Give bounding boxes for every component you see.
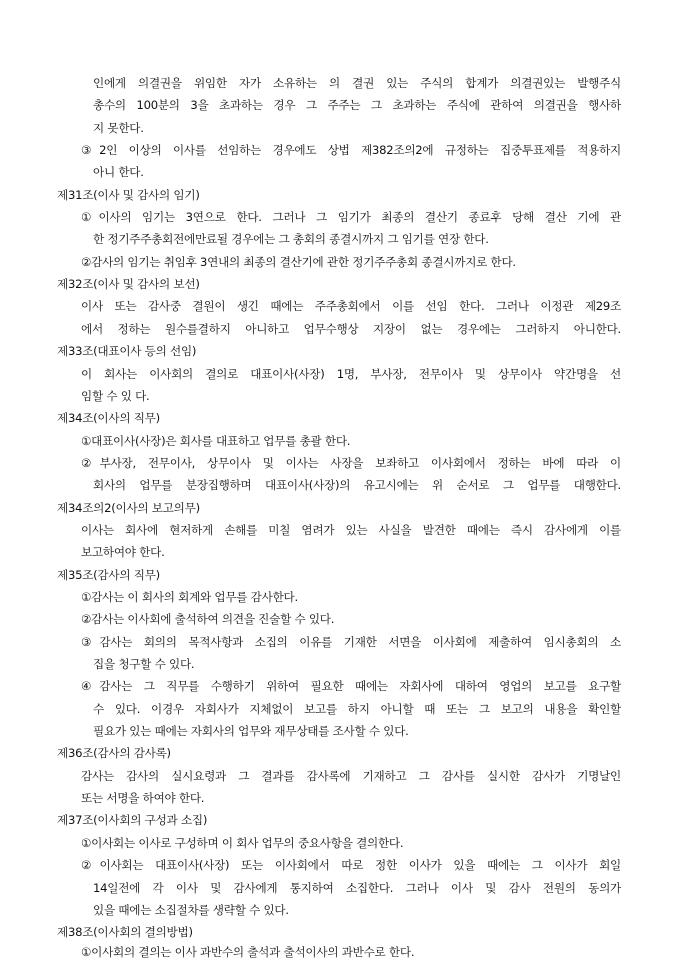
- text-line: 14일전에 각 이사 및 감사에게 통지하여 소집한다. 그러나 이사 및 감사 전원의 동의가: [93, 881, 621, 895]
- text-line: 이 회사는 이사회의 결의로 대표이사(사장) 1명, 부사장, 전무이사 및 상무이사 약간명을 선: [81, 367, 621, 381]
- article-heading: 제37조(이사회의 구성과 소집): [57, 813, 208, 827]
- text-line: ②감사의 임기는 취임후 3연내의 최종의 결산기에 관한 정기주주총회 종결시까지로 한다.: [81, 255, 516, 269]
- text-line: 지 못한다.: [93, 121, 144, 135]
- text-line: ②부사장, 전무이사, 상무이사 및 이사는 사장을 보좌하고 이사회에서 정하는 바에 따라 이: [81, 456, 621, 470]
- text-line: 한 정기주주총회전에만료될 경우에는 그 총회의 종결시까지 그 임기를 연장 한다.: [93, 232, 489, 246]
- article-heading: 제33조(대표이사 등의 선임): [57, 344, 197, 358]
- text-line: 회사의 업무를 분장집행하며 대표이사(사장)의 유고시에는 위 순서로 그 업무를 대행한다.: [93, 478, 621, 492]
- text-line: ②감사는 이사회에 출석하여 의견을 진술할 수 있다.: [81, 612, 335, 626]
- text-line: ①이사회는 이사로 구성하며 이 회사 업무의 중요사항을 결의한다.: [81, 836, 404, 850]
- article-heading: 제32조(이사 및 감사의 보선): [57, 277, 200, 291]
- article-heading: 제38조(이사회의 결의방법): [57, 925, 193, 939]
- text-line: 인에게 의결권을 위임한 자가 소유하는 의 결권 있는 주식의 합계가 의결권있는 발행주식: [93, 76, 621, 90]
- text-line: ①대표이사(사장)은 회사를 대표하고 업무를 총괄 한다.: [81, 434, 351, 448]
- text-line: 또는 서명을 하여야 한다.: [81, 791, 205, 805]
- article-heading: 제36조(감사의 감사록): [57, 746, 171, 760]
- text-line: 보고하여야 한다.: [81, 545, 165, 559]
- text-line: 집을 청구할 수 있다.: [93, 657, 195, 671]
- text-line: ④감사는 그 직무를 수행하기 위하여 필요한 때에는 자회사에 대하여 영업의 보고를 요구할: [81, 679, 621, 693]
- text-line: 수 있다. 이경우 자회사가 지체없이 보고를 하지 아니할 때 또는 그 보고의 내용을 확인할: [93, 702, 621, 716]
- text-line: 임할 수 있 다.: [81, 389, 150, 403]
- text-line: 아니 한다.: [93, 165, 144, 179]
- text-line: ①이사의 임기는 3연으로 한다. 그러나 그 임기가 최종의 결산기 종료후 당해 결산 기에 관: [81, 210, 621, 224]
- text-line: ①이사회의 결의는 이사 과반수의 출석과 출석이사의 과반수로 한다.: [81, 945, 415, 959]
- text-line: ①감사는 이 회사의 회계와 업무를 감사한다.: [81, 590, 298, 604]
- text-line: 감사는 감사의 실시요령과 그 결과를 감사록에 기재하고 그 감사를 실시한 감사가 기명날인: [81, 769, 621, 783]
- article-heading: 제34조(이사의 직무): [57, 411, 160, 425]
- text-line: 필요가 있는 때에는 자회사의 업무와 재무상태를 조사할 수 있다.: [93, 724, 409, 738]
- text-line: 이사 또는 감사중 결원이 생긴 때에는 주주총회에서 이를 선임 한다. 그러나 이정관 제29조: [81, 299, 621, 313]
- text-line: 총수의 100분의 3을 초과하는 경우 그 주주는 그 초과하는 주식에 관하여 의결권을 행사하: [93, 98, 621, 112]
- article-heading: 제35조(감사의 직무): [57, 568, 160, 582]
- article-heading: 제34조의2(이사의 보고의무): [57, 501, 200, 515]
- text-line: ③감사는 회의의 목적사항과 소집의 이유를 기재한 서면을 이사회에 제출하여 임시총회의 소: [81, 635, 621, 649]
- text-line: ②이사회는 대표이사(사장) 또는 이사회에서 따로 정한 이사가 있을 때에는 그 이사가 회일: [81, 858, 621, 872]
- text-line: 이사는 회사에 현저하게 손해를 미칠 염려가 있는 사실을 발견한 때에는 즉시 감사에게 이를: [81, 523, 621, 537]
- article-heading: 제31조(이사 및 감사의 임기): [57, 188, 200, 202]
- text-line: 있을 때에는 소집절차를 생략할 수 있다.: [93, 903, 289, 917]
- text-line: 에서 정하는 원수를결하지 아니하고 업무수행상 지장이 없는 경우에는 그러하지 아니한다.: [81, 322, 621, 336]
- text-line: ③2인 이상의 이사를 선임하는 경우에도 상법 제382조의2에 규정하는 집중투표제를 적용하지: [81, 143, 621, 157]
